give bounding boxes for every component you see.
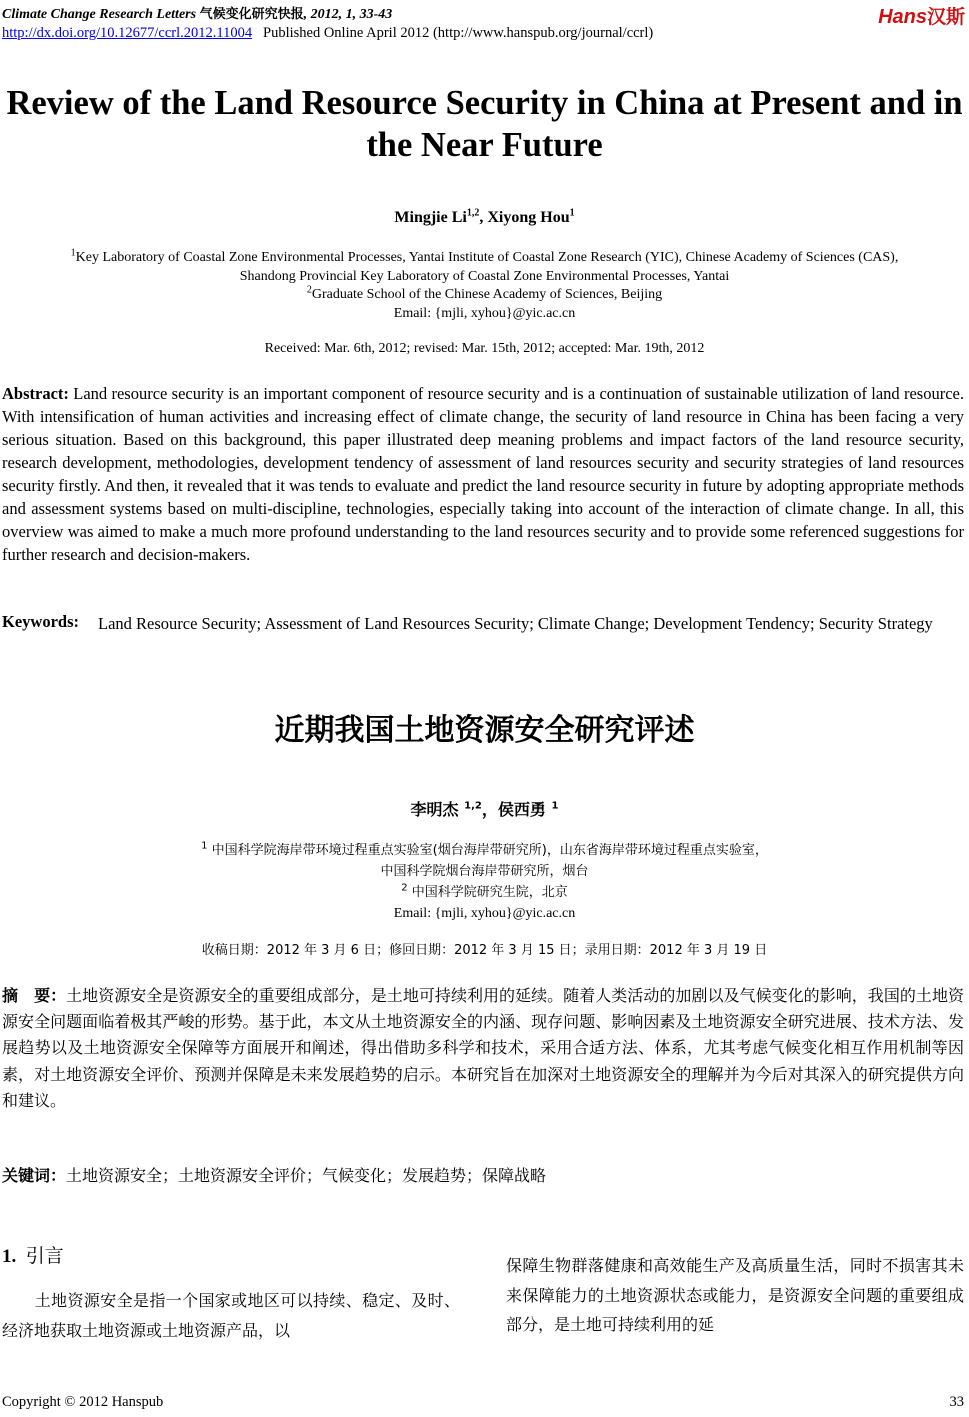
affiliation-line: Key Laboratory of Coastal Zone Environmental Processes, Yantai Institute of Coastal Zone Research (YIC), Chinese Academy of Sciences (CAS), (75, 250, 899, 265)
journal-volume: , 2012, 1, 33-43 (303, 7, 393, 22)
paper-title: Review of the Land Resource Security in China at Present and in the Near Future (6, 84, 963, 164)
chinese-email: Email: {mjli, xyhou}@yic.ac.cn (393, 906, 576, 921)
hanspub-logo: Hans汉斯 (878, 6, 965, 28)
affiliations: $^1$Key Laboratory of Coastal Zone Environmental Processes, Yantai Institute of Coastal Zone Research (YIC), Chinese Academy of Sciences (CAS), Shandong Provincial Key Laboratory of Coastal Zone Environmental Processes, Yantai $^2$Graduate School of the Chinese Academy of Sciences, Beijing Email: {mjli, xyhou}@yic.ac.cn (0, 249, 969, 323)
chinese-received-dates: 收稿日期：2012 年 3 月 6 日；修回日期：2012 年 3 月 15 日；录用日期：2012 年 3 月 19 日 (201, 943, 768, 958)
body-column-right: 保障生物群落健康和高效能生产及高质量生活，同时不损害其未来保障能力的土地资源状态或能力，是资源安全问题的重要组成部分，是土地可持续利用的延 (506, 1256, 964, 1334)
publication-line (2, 25, 653, 42)
published-info: Published Online April 2012 (http://www.hanspub.org/journal/ccrl) (263, 25, 654, 41)
page-number: 33 (949, 1394, 964, 1410)
section-heading: 1. 引言 (2, 1245, 64, 1267)
copyright: Copyright © 2012 Hanspub (2, 1394, 164, 1410)
received-dates: Received: Mar. 6th, 2012; revised: Mar. 15th, 2012; accepted: Mar. 19th, 2012 (264, 341, 705, 356)
body-column-left: 土地资源安全是指一个国家或地区可以持续、稳定、及时、经济地获取土地资源或土地资源产品，以 (2, 1291, 460, 1340)
keywords-label: Keywords: (2, 612, 79, 631)
chinese-title: 近期我国土地资源安全研究评述 (274, 713, 695, 748)
author-list: Mingjie Li$^{1,2}$, Xiyong Hou$^1$ (394, 207, 575, 226)
journal-name: Climate Change Research Letters (2, 7, 197, 22)
affiliation-line: Shandong Provincial Key Laboratory of Coastal Zone Environmental Processes, Yantai (239, 268, 730, 284)
abstract (2, 382, 964, 566)
journal-header (2, 3, 392, 23)
chinese-author-list: 李明杰 $^{1,2}$，侯西勇 $^1$ (410, 800, 559, 819)
chinese-abstract: 摘 要：土地资源安全是资源安全的重要组成部分，是土地可持续利用的延续。随着人类活动的加剧以及气候变化的影响，我国的土地资源安全问题面临着极其严峻的形势。基于此，本文从土地资源安全的内涵、现存问题、影响因素及土地资源安全研究进展、技术方法、发展趋势以及土地资源安全保障等方面展开和阐述，得出借助多科学和技术，采用合适方法、体系，尤其考虑气候变化相互作用机制等因素，对土地资源安全评价、预测并保障是未来发展趋势的启示。本研究旨在加深对土地资源安全的理解并为今后对其深入的研究提供方向和建议。 (2, 986, 964, 1110)
chinese-affiliations: $^1$ 中国科学院海岸带环境过程重点实验室(烟台海岸带研究所)，山东省海岸带环境过程重点实验室， 中国科学院烟台海岸带研究所，烟台 $^2$ 中国科学院研究生院，北京 Email: {mjli, xyhou}@yic.ac.cn (0, 840, 969, 924)
journal-name-cn: 气候变化研究快报 (199, 7, 304, 22)
chinese-keywords: 关键词：土地资源安全；土地资源安全评价；气候变化；发展趋势；保障战略 (2, 1166, 547, 1185)
author-name: Xiyong Hou (487, 209, 570, 226)
affiliation-line: Graduate School of the Chinese Academy of Sciences, Beijing (311, 287, 663, 302)
author-name: Mingjie Li (394, 209, 467, 226)
doi-link[interactable]: http://dx.doi.org/10.12677/ccrl.2012.11004 (2, 25, 253, 41)
abstract-label: Abstract: (2, 384, 69, 403)
chinese-abstract-label: 摘 要： (2, 986, 67, 1005)
abstract-text: Land resource security is an important component of resource security and is a continuation of sustainable utilization of land resource. With intensification of human activities and increasing effect of climate change, the security of land resource in China has been facing a very serious situation. Based on this background, this paper illustrated deep meaning problems and impact factors of the land resource security, research development, methodologies, development tendency of assessment of land resources security and security strategies of land resources security firstly. And then, it revealed that it was tends to evaluate and predict the land resource security in future by adopting appropriate methods and assessment systems based on multi-discipline, technologies, especially taking into account of the interaction of climate change. In all, this overview was aimed to make a much more profound understanding to the land resources security and to provide some referenced suggestions for further research and decision-makers. (2, 384, 964, 564)
email: Email: {mjli, xyhou}@yic.ac.cn (393, 305, 576, 321)
keywords-text: Land Resource Security; Assessment of Land Resources Security; Climate Change; Development Tendency; Security Strategy (98, 614, 933, 633)
